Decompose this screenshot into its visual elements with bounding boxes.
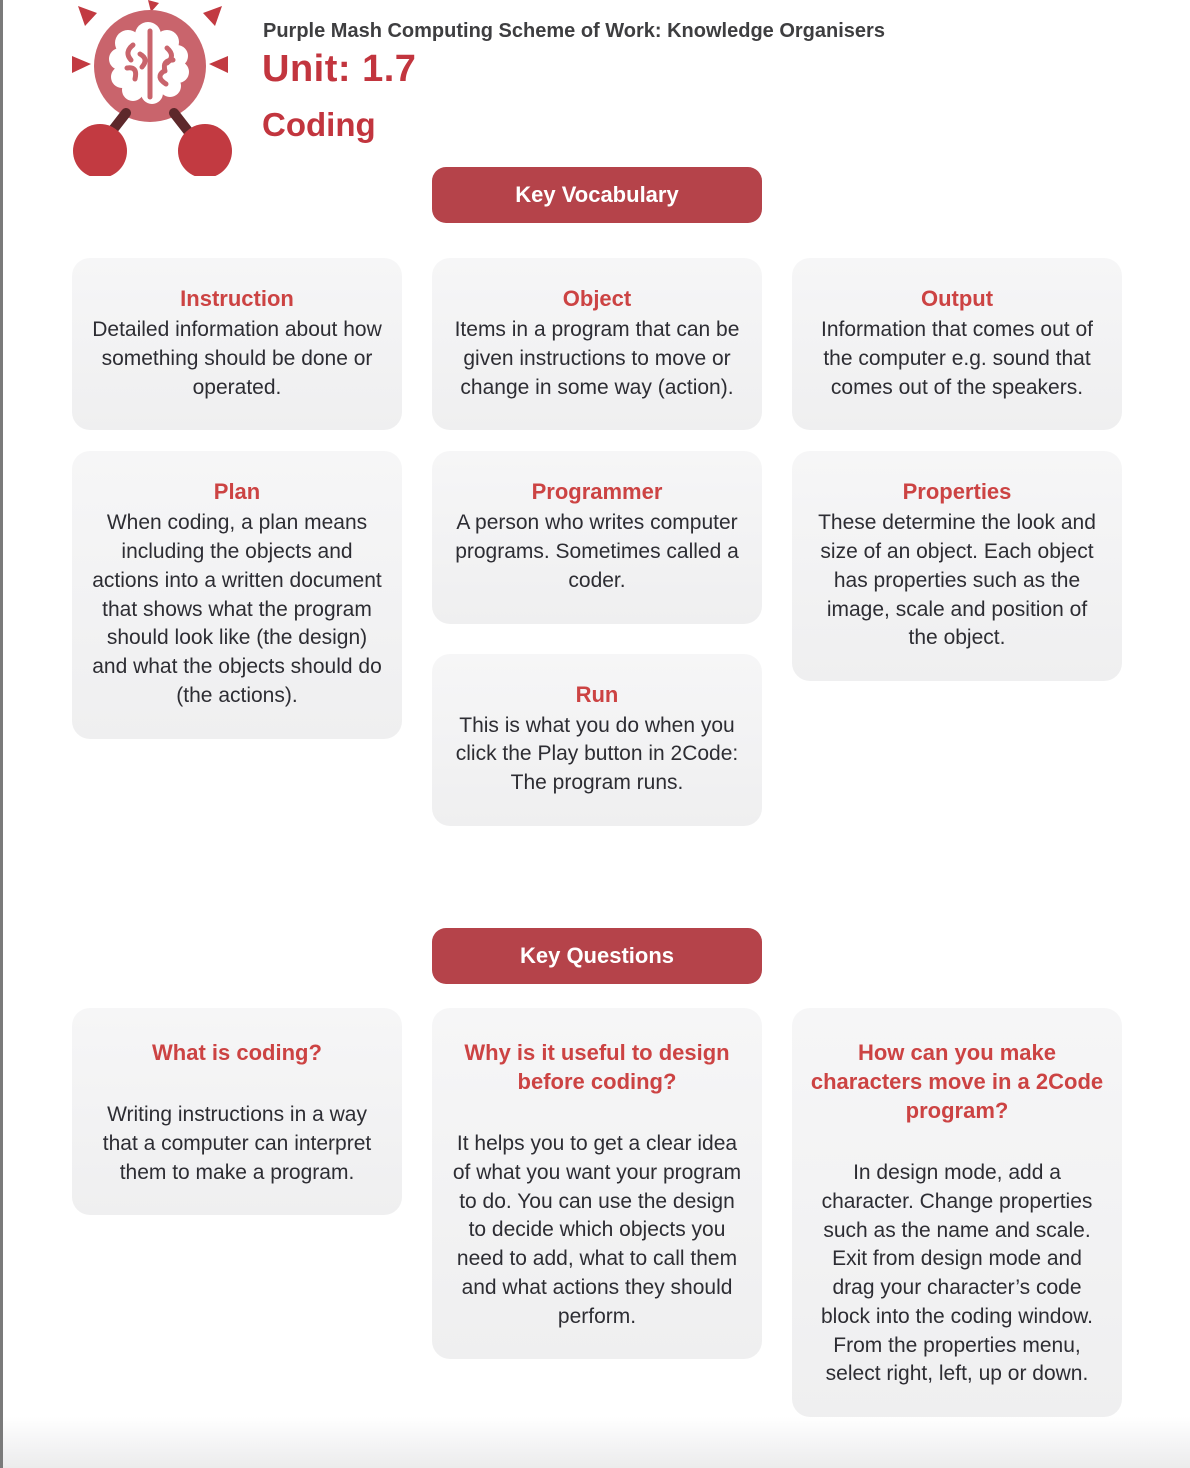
network-nodes [73,124,232,176]
card-title: Plan [213,479,261,505]
card-body: Items in a program that can be given instructions to move or change in some way (action). [454,318,740,399]
question-card-design-before-coding [432,1008,762,1359]
card-title: Output [920,286,994,311]
vocab-card-plan [72,451,402,738]
card-title: What is coding? [152,1040,322,1065]
document-eyebrow: Purple Mash Computing Scheme of Work: Knowledge Organisers [263,20,885,42]
question-card-characters-move [792,1008,1122,1417]
vocab-card-output [792,258,1122,430]
vocab-card-programmer [432,451,762,623]
card-title: How can you make characters move in a 2Code program? [810,1040,1104,1124]
card-body: A person who writes computer programs. Sometimes called a coder. [455,511,739,592]
card-body: Writing instructions in a way that a computer can interpret them to make a program. [102,1103,372,1184]
vocab-card-run [432,654,762,826]
vocabulary-column-3 [792,258,1122,681]
key-vocabulary-banner: Key Vocabulary [432,167,762,223]
questions-column-2 [432,1008,762,1359]
key-questions-banner: Key Questions [432,928,762,984]
card-body: These determine the look and size of an object. Each object has properties such as the image, scale and position of the object. [818,511,1096,650]
card-title: Instruction [180,286,294,311]
page-left-edge [0,0,3,1468]
questions-column-1 [72,1008,402,1215]
card-title: Properties [902,479,1012,505]
questions-grid [72,1008,1122,1417]
card-title: Programmer [531,479,663,505]
vocabulary-column-2 [432,258,762,826]
vocab-card-instruction [72,258,402,430]
brain-network-logo [60,0,240,176]
question-card-what-is-coding [72,1008,402,1215]
unit-title: Unit: 1.7 [262,48,417,90]
card-body: Information that comes out of the computer e.g. sound that comes out of the speakers. [821,318,1093,399]
card-title: Run [575,681,619,707]
questions-column-3 [792,1008,1122,1417]
vocab-card-object [432,258,762,430]
card-title: Object [562,286,632,311]
card-body: In design mode, add a character. Change properties such as the name and scale. Exit from design mode and drag your character’s code block into the coding window. From the properties menu, select right, left, up or down. [820,1161,1093,1386]
subject-title: Coding [262,106,376,143]
card-body: Detailed information about how something should be done or operated. [92,318,382,399]
card-body: When coding, a plan means including the objects and actions into a written document that shows what the program should look like (the design) and what the objects should do (the actions). [92,511,382,707]
vocab-card-properties [792,451,1122,681]
card-body: This is what you do when you click the Play button in 2Code: The program runs. [455,713,739,795]
vocabulary-column-1 [72,258,402,739]
vocabulary-grid [72,258,1122,826]
card-body: It helps you to get a clear idea of what you want your program to do. You can use the design to decide which objects you need to add, what to call them and what actions they should perform. [452,1132,742,1328]
card-title: Why is it useful to design before coding? [464,1040,730,1095]
